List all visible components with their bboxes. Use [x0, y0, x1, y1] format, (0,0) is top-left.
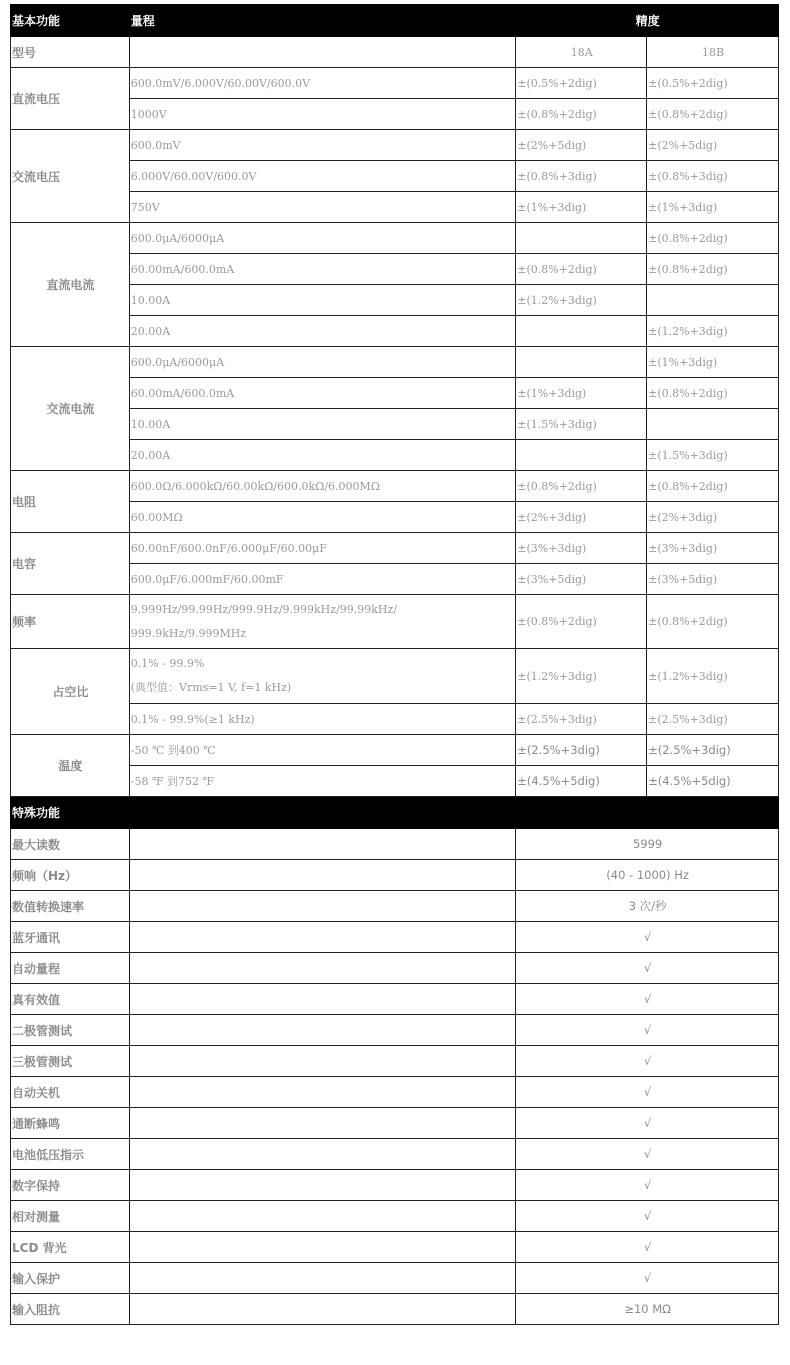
- model-b: 18B: [647, 37, 779, 68]
- dc-current-label: 直流电流: [11, 223, 130, 347]
- special-row: [11, 1015, 779, 1046]
- special-value: √: [516, 1263, 779, 1294]
- basic-header-row: [11, 5, 779, 37]
- accuracy-a-cell: ±(3%+3dig): [516, 533, 647, 564]
- range-cell: 10.00A: [129, 285, 516, 316]
- special-empty-cell: [129, 1139, 516, 1170]
- range-cell: 10.00A: [129, 409, 516, 440]
- accuracy-a-cell: ±(2%+5dig): [516, 130, 647, 161]
- accuracy-b-cell: ±(2%+5dig): [647, 130, 779, 161]
- special-row: [11, 829, 779, 860]
- special-empty-cell: [129, 1294, 516, 1325]
- special-empty-cell: [129, 1232, 516, 1263]
- range-cell: 20.00A: [129, 440, 516, 471]
- table-row: [11, 130, 779, 161]
- range-cell: 6.000V/60.00V/600.0V: [129, 161, 516, 192]
- accuracy-b-cell: ±(4.5%+5dig): [647, 766, 779, 797]
- range-line: 9.999Hz/99.99Hz/999.9Hz/9.999kHz/99.99kHz/: [130, 602, 398, 616]
- special-label: 二极管测试: [11, 1015, 130, 1046]
- table-row: [11, 223, 779, 254]
- special-value: √: [516, 1046, 779, 1077]
- range-cell: 600.0μA/6000μA: [129, 223, 516, 254]
- duty-cycle-label: 占空比: [11, 649, 130, 735]
- range-cell: 600.0μF/6.000mF/60.00mF: [129, 564, 516, 595]
- range-cell: 1000V: [129, 99, 516, 130]
- model-label: 型号: [11, 37, 130, 68]
- header-range: 量程: [129, 5, 516, 37]
- accuracy-a-cell: [516, 347, 647, 378]
- special-label: 蓝牙通讯: [11, 922, 130, 953]
- accuracy-a-cell: ±(0.5%+2dig): [516, 68, 647, 99]
- accuracy-a-cell: ±(3%+5dig): [516, 564, 647, 595]
- special-value: √: [516, 1139, 779, 1170]
- special-row: [11, 984, 779, 1015]
- accuracy-a-cell: ±(1%+3dig): [516, 378, 647, 409]
- accuracy-b-cell: ±(1.2%+3dig): [647, 316, 779, 347]
- special-empty-cell: [129, 984, 516, 1015]
- dc-voltage-label: 直流电压: [11, 68, 130, 130]
- accuracy-a-cell: [516, 223, 647, 254]
- header-accuracy: 精度: [516, 5, 779, 37]
- special-row: [11, 1232, 779, 1263]
- accuracy-b-cell: ±(1%+3dig): [647, 192, 779, 223]
- range-cell: 60.00MΩ: [129, 502, 516, 533]
- special-label: 输入阻抗: [11, 1294, 130, 1325]
- special-label: 相对测量: [11, 1201, 130, 1232]
- range-cell: 600.0Ω/6.000kΩ/60.00kΩ/600.0kΩ/6.000MΩ: [129, 471, 516, 502]
- special-row: [11, 1046, 779, 1077]
- table-row: [11, 347, 779, 378]
- accuracy-b-cell: ±(0.8%+2dig): [647, 223, 779, 254]
- accuracy-a-cell: ±(4.5%+5dig): [516, 766, 647, 797]
- special-empty-cell: [129, 1046, 516, 1077]
- special-empty-cell: [129, 891, 516, 922]
- special-row: [11, 860, 779, 891]
- range-line: 0.1% - 99.9%: [130, 657, 205, 670]
- special-row: [11, 1139, 779, 1170]
- range-cell: 600.0mV/6.000V/60.00V/600.0V: [129, 68, 516, 99]
- accuracy-b-cell: ±(2.5%+3dig): [647, 704, 779, 735]
- special-row: [11, 1263, 779, 1294]
- special-row: [11, 953, 779, 984]
- special-label: 通断蜂鸣: [11, 1108, 130, 1139]
- special-value: √: [516, 1232, 779, 1263]
- special-value: √: [516, 1015, 779, 1046]
- special-value: √: [516, 1108, 779, 1139]
- accuracy-b-cell: ±(0.8%+3dig): [647, 161, 779, 192]
- spec-table: [10, 4, 779, 1325]
- accuracy-a-cell: ±(2.5%+3dig): [516, 735, 647, 766]
- special-label: LCD 背光: [11, 1232, 130, 1263]
- special-label: 电池低压指示: [11, 1139, 130, 1170]
- special-label: 三极管测试: [11, 1046, 130, 1077]
- special-label: 数字保持: [11, 1170, 130, 1201]
- special-row: [11, 922, 779, 953]
- accuracy-b-cell: ±(3%+3dig): [647, 533, 779, 564]
- special-empty-cell: [129, 860, 516, 891]
- special-label: 真有效值: [11, 984, 130, 1015]
- accuracy-b-cell: ±(0.8%+2dig): [647, 595, 779, 649]
- accuracy-a-cell: ±(0.8%+3dig): [516, 161, 647, 192]
- table-row: [11, 595, 779, 649]
- accuracy-b-cell: ±(0.8%+2dig): [647, 471, 779, 502]
- special-row: [11, 1077, 779, 1108]
- special-row: [11, 1294, 779, 1325]
- accuracy-a-cell: [516, 440, 647, 471]
- special-row: [11, 1108, 779, 1139]
- special-empty-cell: [129, 1077, 516, 1108]
- special-value: 5999: [516, 829, 779, 860]
- capacitance-label: 电容: [11, 533, 130, 595]
- special-value: √: [516, 1170, 779, 1201]
- range-cell: [129, 649, 516, 704]
- range-cell: 750V: [129, 192, 516, 223]
- accuracy-a-cell: ±(0.8%+2dig): [516, 254, 647, 285]
- resistance-label: 电阻: [11, 471, 130, 533]
- header-function: 基本功能: [11, 5, 130, 37]
- range-cell: 20.00A: [129, 316, 516, 347]
- temperature-label: 温度: [11, 735, 130, 797]
- special-empty-cell: [129, 1108, 516, 1139]
- special-row: [11, 1170, 779, 1201]
- range-cell: 60.00mA/600.0mA: [129, 254, 516, 285]
- table-row: [11, 68, 779, 99]
- special-value: √: [516, 953, 779, 984]
- accuracy-b-cell: ±(1.5%+3dig): [647, 440, 779, 471]
- accuracy-b-cell: ±(1%+3dig): [647, 347, 779, 378]
- special-empty-cell: [129, 1170, 516, 1201]
- accuracy-b-cell: [647, 409, 779, 440]
- special-value: ≥10 MΩ: [516, 1294, 779, 1325]
- range-cell: -50 ℃ 到400 ℃: [129, 735, 516, 766]
- accuracy-b-cell: ±(0.8%+2dig): [647, 378, 779, 409]
- special-empty-cell: [129, 1015, 516, 1046]
- accuracy-a-cell: ±(0.8%+2dig): [516, 99, 647, 130]
- special-label: 数值转换速率: [11, 891, 130, 922]
- special-value: √: [516, 984, 779, 1015]
- special-value: √: [516, 1077, 779, 1108]
- range-cell: 600.0μA/6000μA: [129, 347, 516, 378]
- accuracy-a-cell: ±(2.5%+3dig): [516, 704, 647, 735]
- range-line: 999.9kHz/9.999MHz: [130, 626, 247, 640]
- special-empty-cell: [129, 1263, 516, 1294]
- range-cell: [129, 595, 516, 649]
- special-label: 自动量程: [11, 953, 130, 984]
- range-cell: 60.00mA/600.0mA: [129, 378, 516, 409]
- special-header-title: 特殊功能: [11, 797, 779, 829]
- model-a: 18A: [516, 37, 647, 68]
- accuracy-a-cell: ±(2%+3dig): [516, 502, 647, 533]
- table-row: [11, 735, 779, 766]
- range-cell: 600.0mV: [129, 130, 516, 161]
- accuracy-b-cell: ±(1.2%+3dig): [647, 649, 779, 704]
- range-line: (典型值：Vrms=1 V, f=1 kHz): [130, 681, 292, 694]
- range-cell: 0.1% - 99.9%(≥1 kHz): [129, 704, 516, 735]
- accuracy-a-cell: [516, 316, 647, 347]
- special-label: 输入保护: [11, 1263, 130, 1294]
- accuracy-a-cell: ±(1%+3dig): [516, 192, 647, 223]
- special-value: √: [516, 1201, 779, 1232]
- table-row: [11, 649, 779, 704]
- range-cell: -58 ℉ 到752 ℉: [129, 766, 516, 797]
- accuracy-a-cell: ±(0.8%+2dig): [516, 595, 647, 649]
- special-label: 自动关机: [11, 1077, 130, 1108]
- accuracy-a-cell: ±(1.2%+3dig): [516, 649, 647, 704]
- special-label: 频响（Hz）: [11, 860, 130, 891]
- special-value: (40 - 1000) Hz: [516, 860, 779, 891]
- special-empty-cell: [129, 922, 516, 953]
- accuracy-a-cell: ±(1.2%+3dig): [516, 285, 647, 316]
- special-label: 最大读数: [11, 829, 130, 860]
- accuracy-a-cell: ±(1.5%+3dig): [516, 409, 647, 440]
- special-empty-cell: [129, 829, 516, 860]
- ac-current-label: 交流电流: [11, 347, 130, 471]
- accuracy-b-cell: [647, 285, 779, 316]
- special-row: [11, 1201, 779, 1232]
- model-row: [11, 37, 779, 68]
- special-empty-cell: [129, 1201, 516, 1232]
- special-value: 3 次/秒: [516, 891, 779, 922]
- range-cell: 60.00nF/600.0nF/6.000μF/60.00μF: [129, 533, 516, 564]
- accuracy-b-cell: ±(0.5%+2dig): [647, 68, 779, 99]
- special-value: √: [516, 922, 779, 953]
- accuracy-a-cell: ±(0.8%+2dig): [516, 471, 647, 502]
- accuracy-b-cell: ±(0.8%+2dig): [647, 254, 779, 285]
- accuracy-b-cell: ±(2.5%+3dig): [647, 735, 779, 766]
- accuracy-b-cell: ±(3%+5dig): [647, 564, 779, 595]
- ac-voltage-label: 交流电压: [11, 130, 130, 223]
- accuracy-b-cell: ±(0.8%+2dig): [647, 99, 779, 130]
- model-range-cell: [129, 37, 516, 68]
- special-row: [11, 891, 779, 922]
- accuracy-b-cell: ±(2%+3dig): [647, 502, 779, 533]
- special-empty-cell: [129, 953, 516, 984]
- frequency-label: 频率: [11, 595, 130, 649]
- table-row: [11, 533, 779, 564]
- table-row: [11, 471, 779, 502]
- special-header-row: [11, 797, 779, 829]
